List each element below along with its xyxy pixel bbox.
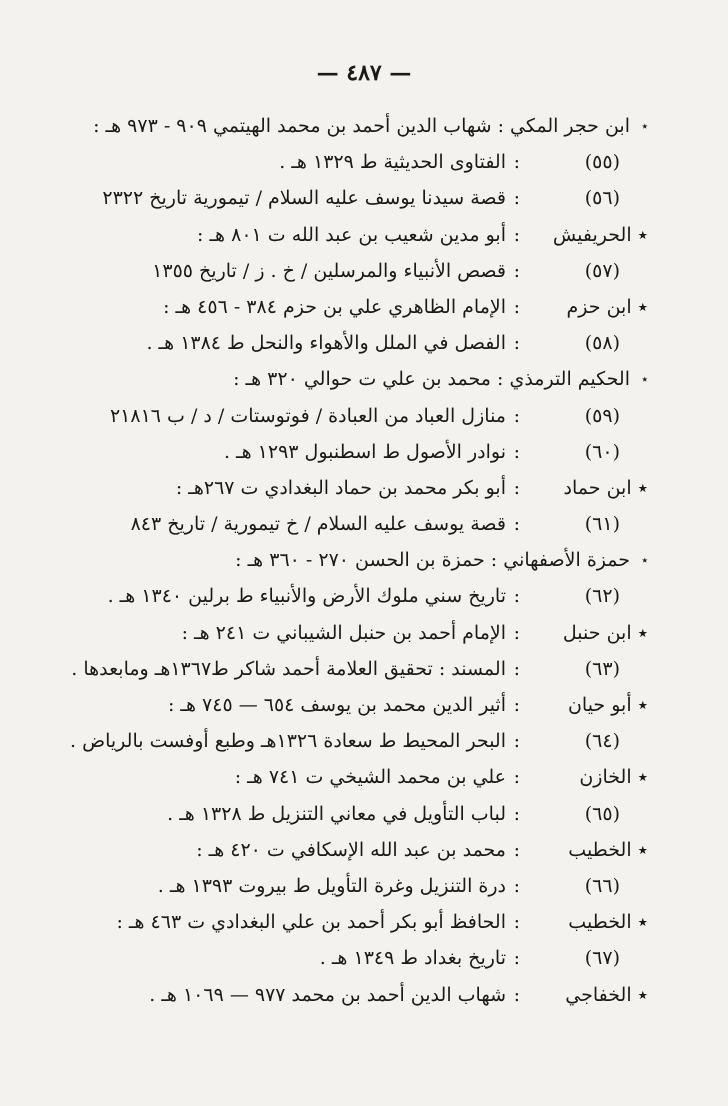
- work-title: البحر المحيط ط سعادة ١٣٢٦هـ وطبع أوفست بالرياض .: [70, 730, 506, 753]
- bibliography-list: [68, 108, 648, 1013]
- separator-colon: :: [513, 730, 520, 753]
- author-name: ٭ الخازن: [579, 766, 648, 789]
- entry-number: (٥٨): [584, 332, 620, 355]
- work-title: لباب التأويل في معاني التنزيل ط ١٣٢٨ هـ .: [167, 802, 506, 825]
- separator-colon: :: [513, 621, 520, 644]
- author-details: الإمام الظاهري علي بن حزم ٣٨٤ - ٤٥٦ هـ :: [163, 295, 506, 318]
- author-details: الحكيم الترمذي : محمد بن علي ت حوالي ٣٢٠ هـ :: [233, 368, 630, 391]
- separator-colon: :: [513, 151, 520, 174]
- author-details: أبو بكر محمد بن حماد البغدادي ت ٢٦٧هـ :: [175, 476, 506, 499]
- author-entry: [68, 832, 648, 868]
- separator-colon: :: [513, 874, 520, 897]
- author-entry: [68, 615, 648, 651]
- author-entry: [68, 470, 648, 506]
- entry-number: (٦٤): [584, 730, 620, 753]
- work-entry: [68, 144, 648, 180]
- separator-colon: :: [513, 911, 520, 934]
- entry-number: (٦٠): [584, 440, 620, 463]
- work-entry: [68, 253, 648, 289]
- separator-colon: :: [513, 332, 520, 355]
- work-entry: [68, 325, 648, 361]
- author-details: حمزة الأصفهاني : حمزة بن الحسن ٢٧٠ - ٣٦٠ هـ :: [235, 549, 630, 572]
- work-title: درة التنزيل وغرة التأويل ط بيروت ١٣٩٣ هـ .: [157, 874, 506, 897]
- separator-colon: :: [513, 947, 520, 970]
- author-entry: [68, 361, 648, 397]
- work-entry: [68, 940, 648, 976]
- work-entry: [68, 868, 648, 904]
- author-details: الإمام أحمد بن حنبل الشيباني ت ٢٤١ هـ :: [181, 621, 506, 644]
- separator-colon: :: [513, 983, 520, 1006]
- separator-colon: :: [513, 440, 520, 463]
- author-name: ٭ الخطيب: [568, 911, 648, 934]
- separator-colon: :: [513, 187, 520, 210]
- entry-number: (٥٥): [584, 151, 620, 174]
- author-name: ٭ أبو حيان: [567, 694, 648, 716]
- work-title: الفصل في الملل والأهواء والنحل ط ١٣٨٤ هـ .: [146, 332, 506, 355]
- author-entry: [68, 108, 648, 144]
- entry-number: (٥٦): [584, 187, 620, 210]
- author-details: أبو مدين شعيب بن عبد الله ت ٨٠١ هـ :: [197, 223, 506, 246]
- author-entry: [68, 687, 648, 723]
- work-entry: [68, 506, 648, 542]
- work-title: الفتاوى الحديثية ط ١٣٢٩ هـ .: [279, 151, 506, 174]
- author-name: ٭ ابن حزم: [566, 295, 648, 318]
- author-entry: [68, 217, 648, 253]
- bullet-marker: ٭: [641, 119, 648, 133]
- work-title: منازل العباد من العبادة / فوتوستات / د / ب ٢١٨١٦: [109, 404, 506, 427]
- separator-colon: :: [513, 295, 520, 318]
- author-details: شهاب الدين أحمد بن محمد ٩٧٧ — ١٠٦٩ هـ .: [149, 983, 506, 1006]
- work-title: نوادر الأصول ط اسطنبول ١٢٩٣ هـ .: [223, 440, 506, 463]
- separator-colon: :: [513, 513, 520, 536]
- work-entry: [68, 723, 648, 759]
- entry-number: (٦٥): [584, 802, 620, 825]
- separator-colon: :: [513, 657, 520, 680]
- author-entry: [68, 904, 648, 940]
- author-entry: [68, 759, 648, 795]
- author-details: ابن حجر المكي : شهاب الدين أحمد بن محمد الهيتمي ٩٠٩ - ٩٧٣ هـ :: [93, 115, 630, 137]
- separator-colon: :: [513, 476, 520, 499]
- author-details: أثير الدين محمد بن يوسف ٦٥٤ — ٧٤٥ هـ :: [167, 694, 506, 716]
- separator-colon: :: [513, 259, 520, 282]
- entry-number: (٥٧): [584, 259, 620, 282]
- bullet-marker: ٭: [641, 553, 648, 568]
- author-entry: [68, 542, 648, 578]
- work-entry: [68, 434, 648, 470]
- entry-number: (٦٢): [584, 585, 620, 608]
- work-title: تاريخ سني ملوك الأرض والأنبياء ط برلين ١٣٤٠ هـ .: [107, 585, 506, 608]
- work-entry: [68, 578, 648, 614]
- separator-colon: :: [513, 585, 520, 608]
- entry-number: (٦١): [584, 513, 620, 536]
- separator-colon: :: [513, 838, 520, 861]
- separator-colon: :: [513, 802, 520, 825]
- author-details: علي بن محمد الشيخي ت ٧٤١ هـ :: [234, 766, 506, 789]
- author-name: ٭ ابن حماد: [563, 476, 648, 499]
- separator-colon: :: [513, 223, 520, 246]
- entry-number: (٦٦): [584, 874, 620, 897]
- work-entry: [68, 651, 648, 687]
- entry-number: (٥٩): [584, 404, 620, 427]
- work-entry: [68, 796, 648, 832]
- work-entry: [68, 180, 648, 216]
- author-entry: [68, 977, 648, 1013]
- author-name: ٭ الحريفيش: [552, 223, 648, 246]
- entry-number: (٦٧): [584, 947, 620, 970]
- author-entry: [68, 289, 648, 325]
- separator-colon: :: [513, 766, 520, 789]
- separator-colon: :: [513, 694, 520, 716]
- author-details: محمد بن عبد الله الإسكافي ت ٤٢٠ هـ :: [196, 838, 506, 861]
- author-name: ٭ الخفاجي: [565, 983, 648, 1006]
- separator-colon: :: [513, 404, 520, 427]
- bullet-marker: ٭: [641, 372, 648, 387]
- page-number: — ٤٨٧ —: [316, 60, 412, 86]
- work-title: قصة يوسف عليه السلام / خ تيمورية / تاريخ ٨٤٣: [130, 513, 506, 536]
- author-name: ٭ ابن حنبل: [562, 621, 648, 644]
- author-details: الحافظ أبو بكر أحمد بن علي البغدادي ت ٤٦٣ هـ :: [116, 911, 506, 934]
- work-entry: [68, 398, 648, 434]
- work-title: تاريخ بغداد ط ١٣٤٩ هـ .: [319, 947, 506, 970]
- entry-number: (٦٣): [584, 657, 620, 680]
- work-title: المسند : تحقيق العلامة أحمد شاكر ط١٣٦٧هـ ومابعدها .: [71, 657, 506, 680]
- author-name: ٭ الخطيب: [568, 838, 648, 861]
- work-title: قصة سيدنا يوسف عليه السلام / تيمورية تاريخ ٢٣٢٢: [102, 187, 506, 210]
- work-title: قصص الأنبياء والمرسلين / خ . ز / تاريخ ١٣٥٥: [152, 259, 506, 282]
